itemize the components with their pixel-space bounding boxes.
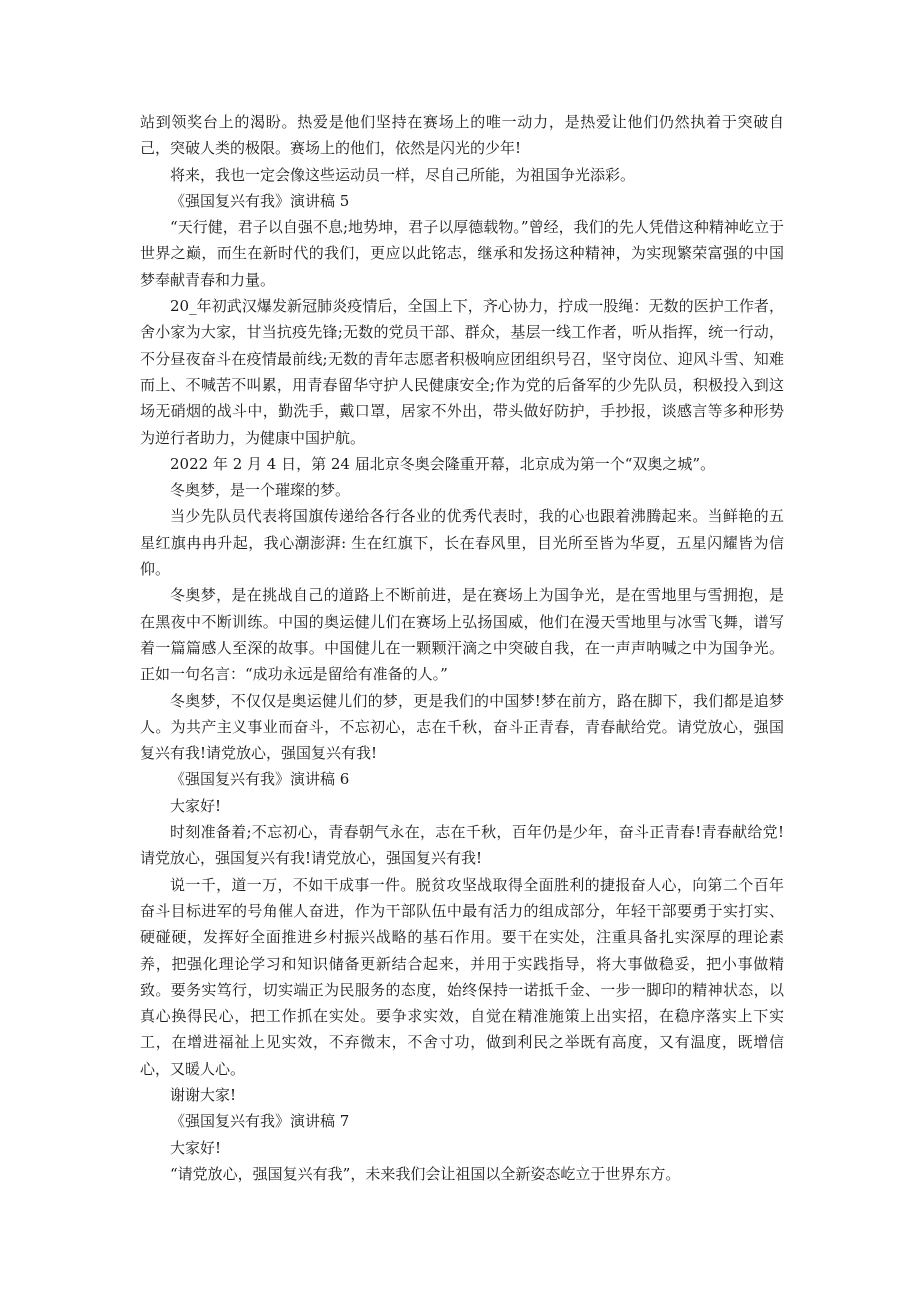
paragraph-2: 将来，我也一定会像这些运动员一样，尽自己所能，为祖国争光添彩。	[170, 165, 636, 184]
paragraph-1: 站到领奖台上的渴盼。热爱是他们坚持在赛场上的唯一动力，是热爱让他们仍然执着于突破自己，突破人类的极限。赛场上的他们，依然是闪光的少年!	[140, 113, 784, 158]
paragraph-4: 20_年初武汉爆发新冠肺炎疫情后，全国上下，齐心协力，拧成一股绳：无数的医护工作者，舍小家为大家，甘当抗疫先锋;无数的党员干部、群众，基层一线工作者，听从指挥，统一行动，不分昼夜奋斗在疫情最前线;无数的青年志愿者积极响应团组织号召，坚守岗位、迎风斗雪、知难而上、不喊苦不叫累，用青春留华守护人民健康安全;作为党的后备军的少先队员，积极投入到这场无硝烟的战斗中，勤洗手，戴口罩，居家不外出，带头做好防护，手抄报，谈感言等多种形势为逆行者助力，为健康中国护航。	[140, 297, 784, 447]
paragraph-6: 冬奥梦，是一个璀璨的梦。	[170, 481, 351, 500]
speech-title-7: 《强国复兴有我》演讲稿 7	[170, 1112, 350, 1131]
paragraph-5: 2022 年 2 月 4 日，第 24 届北京冬奥会隆重开幕，北京成为第一个“双奥之城”。	[170, 454, 716, 473]
paragraph-9: 冬奥梦，不仅仅是奥运健儿们的梦，更是我们的中国梦!梦在前方，路在脚下，我们都是追梦人。为共产主义事业而奋斗，不忘初心，志在千秋，奋斗正青春，青春献给党。请党放心，强国复兴有我!请党放心，强国复兴有我!	[140, 691, 784, 763]
closing-6: 谢谢大家!	[170, 1085, 237, 1104]
paragraph-11: 说一千，道一万，不如干成事一件。脱贫攻坚战取得全面胜利的捷报奋人心，向第二个百年奋斗目标进军的号角催人奋进，作为干部队伍中最有活力的组成部分，年轻干部要勇于实打实、硬碰硬，发挥好全面推进乡村振兴战略的基石作用。要干在实处，注重具备扎实深厚的理论素养，把强化理论学习和知识储备更新结合起来，并用于实践指导，将大事做稳妥，把小事做精致。要务实笃行，切实端正为民服务的态度，始终保持一诺抵千金、一步一脚印的精神状态，以真心换得民心，把工作抓在实处。要争求实效，自觉在精准施策上出实招，在稳序落实上下实工，在增进福祉上见实效，不弃微末，不舍寸功，做到利民之举既有高度，又有温度，既增信心，又暖人心。	[140, 875, 784, 1078]
paragraph-12: “请党放心，强国复兴有我”，未来我们会让祖国以全新姿态屹立于世界东方。	[170, 1164, 681, 1183]
paragraph-10: 时刻准备着;不忘初心，青春朝气永在，志在千秋，百年仍是少年，奋斗正青春!青春献给党!请党放心，强国复兴有我!请党放心，强国复兴有我!	[140, 823, 784, 868]
paragraph-8: 冬奥梦，是在挑战自己的道路上不断前进，是在赛场上为国争光，是在雪地里与雪拥抱，是在黑夜中不断训练。中国的奥运健儿们在赛场上弘扬国威，他们在漫天雪地里与冰雪飞舞，谱写着一篇篇感人至深的故事。中国健儿在一颗颗汗滴之中突破自我，在一声声呐喊之中为国争光。正如一句名言：“成功永远是留给有准备的人。”	[140, 586, 784, 684]
document-page	[140, 109, 784, 1187]
speech-title-6: 《强国复兴有我》演讲稿 6	[170, 770, 350, 789]
paragraph-3: “天行健，君子以自强不息;地势坤，君子以厚德载物。”曾经，我们的先人凭借这种精神屹立于世界之巅，而生在新时代的我们，更应以此铭志，继承和发扬这种精神，为实现繁荣富强的中国梦奉献青春和力量。	[140, 218, 784, 289]
greeting-6: 大家好!	[170, 796, 222, 815]
paragraph-7: 当少先队员代表将国旗传递给各行各业的优秀代表时，我的心也跟着沸腾起来。当鲜艳的五星红旗冉冉升起，我心潮澎湃: 生在红旗下，长在春风里，目光所至皆为华夏，五星闪耀皆为信仰。	[140, 507, 784, 579]
greeting-7: 大家好!	[170, 1138, 222, 1157]
speech-title-5: 《强国复兴有我》演讲稿 5	[170, 191, 350, 210]
